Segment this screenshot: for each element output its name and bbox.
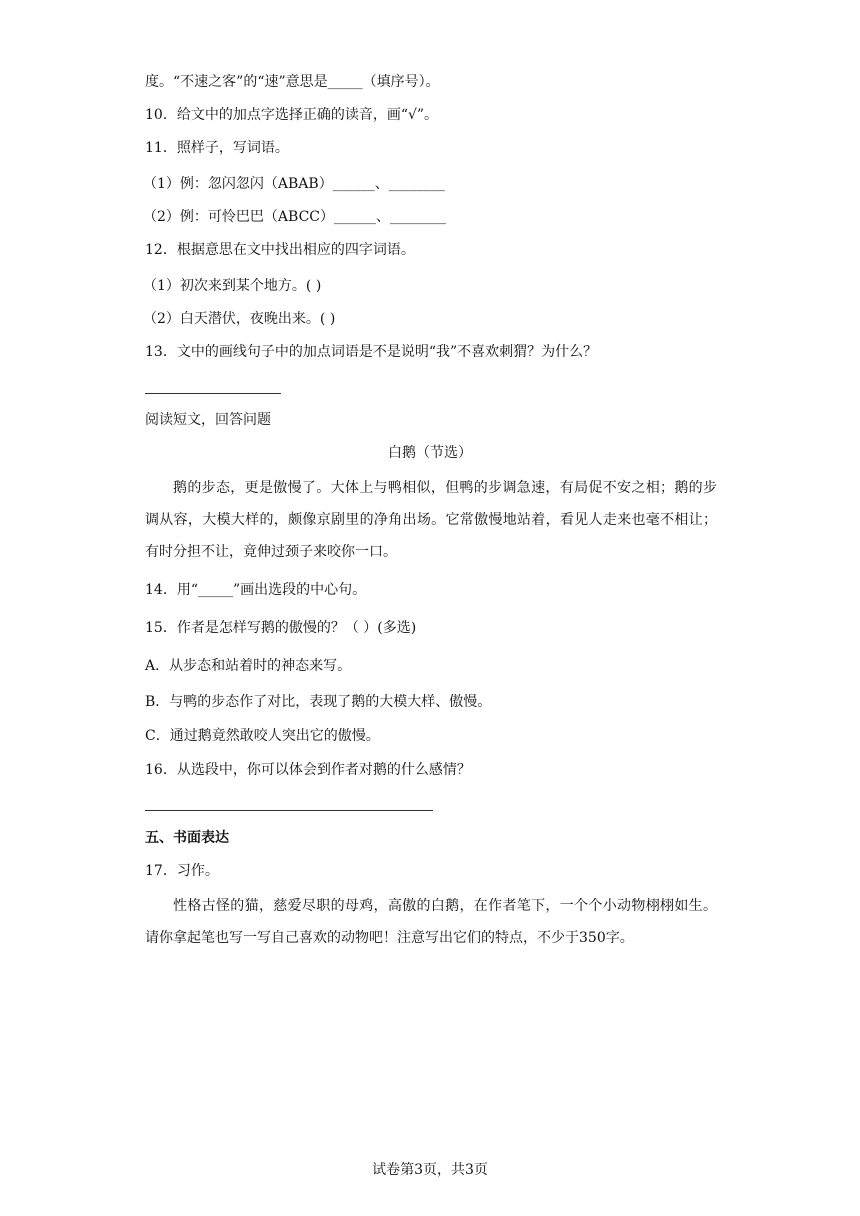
- question-12-part-2: （2）白天潜伏，夜晚出来。( ): [143, 311, 336, 327]
- question-17: 17．习作。: [145, 863, 219, 879]
- answer-line-13: [145, 393, 281, 394]
- question-15-option-c: C．通过鹅竟然敢咬人突出它的傲慢。: [145, 728, 380, 744]
- question-15: 15．作者是怎样写鹅的傲慢的？（ ）(多选): [145, 620, 417, 636]
- question-12-part-1: （1）初次来到某个地方。( ): [143, 278, 322, 294]
- answer-line-16: [145, 810, 433, 811]
- question-11-part-1: （1）例：忽闪忽闪（ABAB）______、________: [143, 176, 445, 192]
- question-15-option-a: A．从步态和站着时的神态来写。: [145, 658, 352, 674]
- question-14: 14．用“_____”画出选段的中心句。: [145, 582, 367, 598]
- writing-prompt: 性格古怪的猫，慈爱尽职的母鸡，高傲的白鹅，在作者笔下，一个个小动物栩栩如生。请你拿起笔也写一写自己喜欢的动物吧！注意写出它们的特点，不少于350字。: [145, 898, 717, 946]
- question-16: 16．从选段中，你可以体会到作者对鹅的什么感情？: [145, 762, 471, 778]
- question-11: 11．照样子，写词语。: [145, 140, 289, 156]
- question-9-continuation: 度。“不速之客”的“速”意思是_____（填序号）。: [145, 74, 440, 90]
- passage-title: 白鹅（节选）: [388, 445, 472, 461]
- passage-text: 鹅的步态，更是傲慢了。大体上与鸭相似，但鸭的步调急速，有局促不安之相；鹅的步调从容，大模大样的，颇像京剧里的净角出场。它常傲慢地站着，看见人走来也毫不相让；有时分担不让，竟伸过颈子来咬你一口。: [145, 480, 717, 560]
- question-12: 12．根据意思在文中找出相应的四字词语。: [145, 242, 415, 258]
- page-footer: 试卷第3页，共3页: [372, 1162, 488, 1178]
- question-13: 13．文中的画线句子中的加点词语是不是说明“我”不喜欢刺猬？为什么？: [145, 344, 598, 360]
- reading-instruction: 阅读短文，回答问题: [145, 412, 271, 428]
- question-10: 10．给文中的加点字选择正确的读音，画“√”。: [145, 107, 439, 123]
- question-15-option-b: B．与鸭的步态作了对比，表现了鹅的大模大样、傲慢。: [145, 694, 492, 710]
- section-heading-writing: 五、书面表达: [145, 830, 229, 846]
- question-11-part-2: （2）例：可怜巴巴（ABCC）______、________: [143, 209, 446, 225]
